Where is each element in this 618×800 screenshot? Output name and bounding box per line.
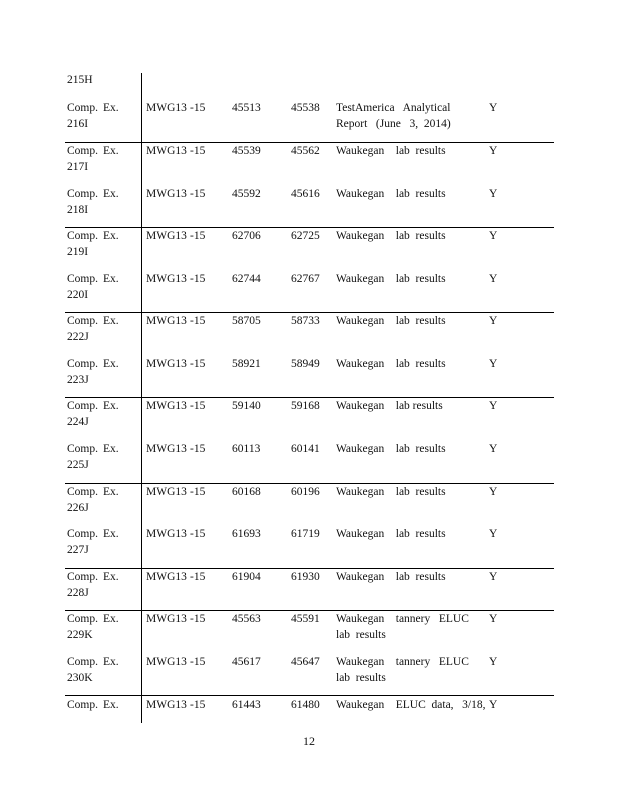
bates-start: 58705 — [232, 315, 261, 327]
description-line: Waukegan lab results — [336, 400, 443, 412]
description-line: TestAmerica Analytical — [336, 102, 451, 114]
bates-end: 45647 — [291, 656, 320, 668]
status-flag: Y — [489, 486, 498, 498]
bates-end: 58949 — [291, 358, 320, 370]
exhibit-number: 228J — [67, 587, 89, 599]
description-line: Waukegan tannery ELUC — [336, 656, 469, 668]
bates-start: 60113 — [232, 443, 261, 455]
description-line: lab results — [336, 672, 386, 684]
bates-prefix: MWG13 — [146, 656, 187, 668]
exhibit-label: Comp. — [67, 571, 98, 583]
exhibit-number: 216I — [67, 118, 89, 130]
exhibit-label-ex: Ex. — [103, 358, 119, 370]
description-line: Waukegan lab results — [336, 528, 446, 540]
bates-start: 45592 — [232, 188, 261, 200]
status-flag: Y — [489, 613, 498, 625]
exhibit-label: Comp. — [67, 315, 98, 327]
exhibit-label: Comp. — [67, 358, 98, 370]
exhibit-label-ex: Ex. — [103, 230, 119, 242]
exhibit-number: 218I — [67, 204, 89, 216]
exhibit-number: 227J — [67, 544, 89, 556]
bates-start: 61443 — [232, 699, 261, 711]
bates-prefix: MWG13 — [146, 358, 187, 370]
exhibit-label-ex: Ex. — [103, 528, 119, 540]
status-flag: Y — [489, 443, 498, 455]
exhibit-label: Comp. — [67, 400, 98, 412]
status-flag: Y — [489, 145, 498, 157]
row-divider — [65, 695, 554, 696]
bates-suffix: -15 — [190, 486, 206, 498]
exhibit-number: 225J — [67, 459, 89, 471]
exhibit-label: Comp. — [67, 486, 98, 498]
bates-suffix: -15 — [190, 358, 206, 370]
bates-prefix: MWG13 — [146, 699, 187, 711]
exhibit-label-ex: Ex. — [103, 188, 119, 200]
bates-start: 58921 — [232, 358, 261, 370]
exhibit-number: 223J — [67, 374, 89, 386]
exhibit-label: Comp. — [67, 230, 98, 242]
description-line: Waukegan lab results — [336, 273, 446, 285]
description-line: Waukegan tannery ELUC — [336, 613, 469, 625]
status-flag: Y — [489, 273, 498, 285]
bates-start: 60168 — [232, 486, 261, 498]
exhibit-number: 219I — [67, 246, 89, 258]
page-number: 12 — [303, 734, 315, 748]
exhibit-label: Comp. — [67, 613, 98, 625]
exhibit-label: Comp. — [67, 443, 98, 455]
status-flag: Y — [489, 571, 498, 583]
exhibit-number: 220I — [67, 289, 89, 301]
exhibit-label-ex: Ex. — [103, 400, 119, 412]
exhibit-label-ex: Ex. — [103, 656, 119, 668]
description-line: Report (June 3, 2014) — [336, 118, 451, 130]
description-line: lab results — [336, 629, 386, 641]
bates-start: 61693 — [232, 528, 261, 540]
bates-start: 45513 — [232, 102, 261, 114]
bates-end: 45538 — [291, 102, 320, 114]
description-line: Waukegan lab results — [336, 486, 446, 498]
description-line: Waukegan lab results — [336, 230, 446, 242]
status-flag: Y — [489, 188, 498, 200]
bates-suffix: -15 — [190, 188, 206, 200]
exhibit-label: Comp. — [67, 528, 98, 540]
exhibit-label-ex: Ex. — [103, 699, 119, 711]
bates-suffix: -15 — [190, 102, 206, 114]
bates-prefix: MWG13 — [146, 486, 187, 498]
bates-prefix: MWG13 — [146, 571, 187, 583]
exhibit-label-ex: Ex. — [103, 315, 119, 327]
bates-prefix: MWG13 — [146, 102, 187, 114]
description-line: Waukegan lab results — [336, 358, 446, 370]
exhibit-label-ex: Ex. — [103, 145, 119, 157]
bates-end: 61719 — [291, 528, 320, 540]
bates-prefix: MWG13 — [146, 613, 187, 625]
exhibit-number: 222J — [67, 331, 89, 343]
bates-suffix: -15 — [190, 273, 206, 285]
status-flag: Y — [489, 528, 498, 540]
bates-prefix: MWG13 — [146, 188, 187, 200]
bates-start: 45539 — [232, 145, 261, 157]
bates-start: 59140 — [232, 400, 261, 412]
status-flag: Y — [489, 699, 498, 711]
bates-start: 45617 — [232, 656, 261, 668]
status-flag: Y — [489, 358, 498, 370]
exhibit-label-ex: Ex. — [103, 273, 119, 285]
description-line: Waukegan lab results — [336, 571, 446, 583]
bates-end: 60196 — [291, 486, 320, 498]
exhibit-label: Comp. — [67, 188, 98, 200]
bates-start: 45563 — [232, 613, 261, 625]
bates-end: 59168 — [291, 400, 320, 412]
exhibit-number: 217I — [67, 161, 89, 173]
exhibit-number: 229K — [67, 629, 93, 641]
bates-prefix: MWG13 — [146, 273, 187, 285]
bates-prefix: MWG13 — [146, 400, 187, 412]
status-flag: Y — [489, 400, 498, 412]
status-flag: Y — [489, 230, 498, 242]
bates-suffix: -15 — [190, 400, 206, 412]
bates-prefix: MWG13 — [146, 315, 187, 327]
status-flag: Y — [489, 656, 498, 668]
exhibit-label-ex: Ex. — [103, 571, 119, 583]
bates-end: 60141 — [291, 443, 320, 455]
exhibit-label-ex: Ex. — [103, 613, 119, 625]
bates-start: 61904 — [232, 571, 261, 583]
description-line: Waukegan lab results — [336, 145, 446, 157]
status-flag: Y — [489, 315, 498, 327]
bates-suffix: -15 — [190, 528, 206, 540]
bates-prefix: MWG13 — [146, 145, 187, 157]
description-line: Waukegan ELUC data, 3/18, — [336, 699, 486, 711]
bates-suffix: -15 — [190, 656, 206, 668]
exhibit-label: Comp. — [67, 102, 98, 114]
bates-start: 62706 — [232, 230, 261, 242]
bates-prefix: MWG13 — [146, 443, 187, 455]
bates-end: 62767 — [291, 273, 320, 285]
bates-end: 61480 — [291, 699, 320, 711]
exhibit-number: 226J — [67, 502, 89, 514]
exhibit-label-ex: Ex. — [103, 102, 119, 114]
description-line: Waukegan lab results — [336, 315, 446, 327]
exhibit-label: Comp. — [67, 145, 98, 157]
bates-end: 45562 — [291, 145, 320, 157]
bates-suffix: -15 — [190, 230, 206, 242]
exhibit-label: Comp. — [67, 656, 98, 668]
bates-start: 62744 — [232, 273, 261, 285]
bates-end: 58733 — [291, 315, 320, 327]
bates-prefix: MWG13 — [146, 528, 187, 540]
bates-suffix: -15 — [190, 443, 206, 455]
bates-end: 61930 — [291, 571, 320, 583]
bates-end: 62725 — [291, 230, 320, 242]
bates-suffix: -15 — [190, 571, 206, 583]
status-flag: Y — [489, 102, 498, 114]
description-line: Waukegan lab results — [336, 188, 446, 200]
bates-end: 45591 — [291, 613, 320, 625]
exhibit-label-ex: Ex. — [103, 486, 119, 498]
exhibit-fragment: 215H — [67, 74, 93, 86]
bates-suffix: -15 — [190, 315, 206, 327]
exhibit-number: 224J — [67, 416, 89, 428]
description-line: Waukegan lab results — [336, 443, 446, 455]
exhibit-label-ex: Ex. — [103, 443, 119, 455]
exhibit-label: Comp. — [67, 699, 98, 711]
exhibit-label: Comp. — [67, 273, 98, 285]
bates-end: 45616 — [291, 188, 320, 200]
bates-suffix: -15 — [190, 699, 206, 711]
bates-suffix: -15 — [190, 613, 206, 625]
bates-prefix: MWG13 — [146, 230, 187, 242]
exhibit-number: 230K — [67, 672, 93, 684]
column-divider — [141, 73, 142, 723]
bates-suffix: -15 — [190, 145, 206, 157]
